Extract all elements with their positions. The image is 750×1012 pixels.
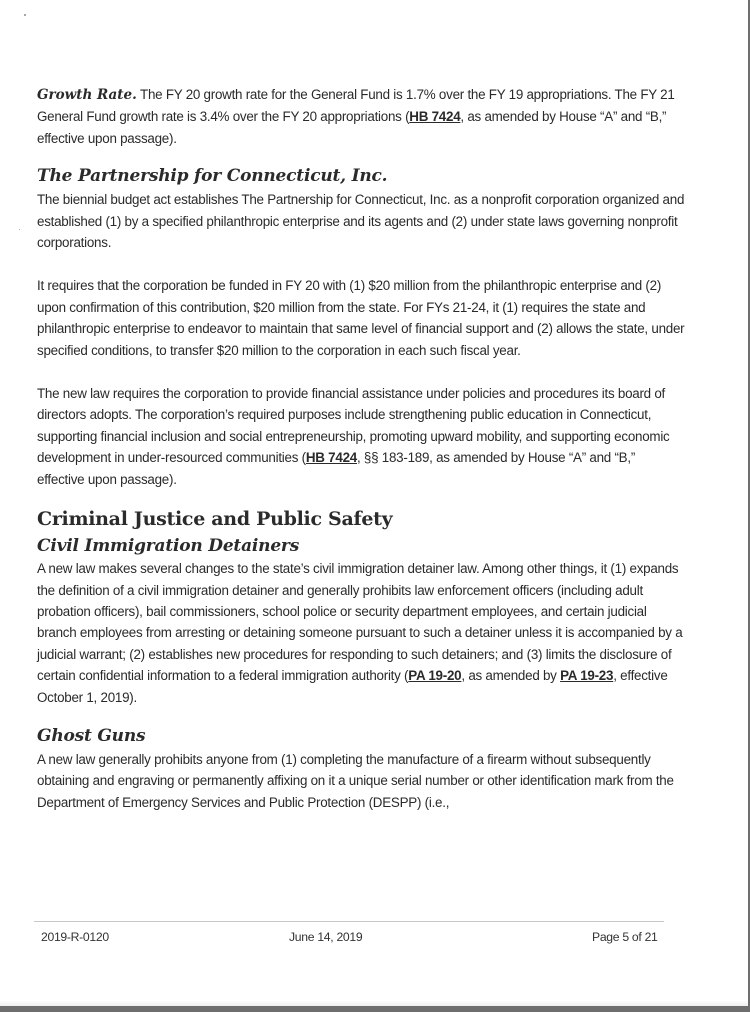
detainers-text: A new law makes several changes to the state’s civil immigration detainer law. Among other things, it (1) expands the definition of a civil immigration detainer and generally prohibits law enforcement officers (including adult probation officers), bail commissioners, school police or security department employees, and certain judicial branch employees from arresting or detaining someone pursuant to such a detainer unless it is accompanied by a judicial warrant; (2) establishes new procedures for responding to such detainers; and (3) limits the disclosure of certain confidential information to a federal immigration authority ( — [37, 561, 683, 684]
partnership-paragraph-3-text: The new law requires the corporation to provide financial assistance under policies and procedures its board of directors adopts. The corporation’s required purposes include strengthening public education in Connecticut, supporting financial inclusion and social entrepreneurship, promoting upward mobility, and supporting economic development in under-resourced communities ( — [37, 386, 670, 466]
hb-7424-link[interactable]: HB 7424 — [305, 450, 357, 466]
partnership-paragraph-2: It requires that the corporation be funded in FY 20 with (1) $20 million from the philanthropic enterprise and (2) upon confirmation of this contribution, $20 million from the state. For FYs 21-24, it (1) requires the state and philanthropic enterprise to endeavor to maintain that same level of financial support and (2) allows the state, under specified conditions, to transfer $20 million to the corporation in each such fiscal year. — [37, 278, 685, 358]
detainers-text-middle: , as amended by — [461, 668, 561, 684]
ghost-guns-heading: Ghost Guns — [37, 725, 146, 746]
detainers-paragraph — [37, 558, 685, 708]
page-content — [37, 84, 685, 813]
detainers-text-end: , effective October 1, 2019). — [37, 668, 668, 705]
scan-speck — [19, 229, 20, 230]
footer-divider — [34, 921, 664, 922]
growth-rate-text-end: , as amended by House “A” and “B,” effective upon passage). — [37, 109, 667, 146]
scan-speck — [24, 14, 26, 16]
ghost-guns-paragraph: A new law generally prohibits anyone from (1) completing the manufacture of a firearm without subsequently obtaining and engraving or permanently affixing on it a unique serial number or other identification mark from the Department of Emergency Services and Public Protection (DESPP) (i.e., — [37, 751, 674, 810]
pa-19-23-link[interactable]: PA 19-23 — [560, 668, 614, 684]
pa-19-20-link[interactable]: PA 19-20 — [408, 668, 462, 684]
growth-rate-run-in-heading: Growth Rate. — [37, 87, 137, 103]
footer-page-number: Page 5 of 21 — [592, 930, 658, 944]
growth-rate-text: The FY 20 growth rate for the General Fund is 1.7% over the FY 19 appropriations. The FY 21 General Fund growth rate is 3.4% over the FY 20 appropriations ( — [37, 87, 675, 125]
hb-7424-link[interactable]: HB 7424 — [409, 109, 461, 125]
partnership-heading: The Partnership for Connecticut, Inc. — [37, 166, 388, 187]
footer-date: June 14, 2019 — [289, 930, 363, 944]
detainers-heading: Civil Immigration Detainers — [37, 536, 300, 557]
footer-report-number: 2019-R-0120 — [41, 930, 109, 944]
partnership-paragraph-1: The biennial budget act establishes The Partnership for Connecticut, Inc. as a nonprofit corporation organized and established (1) by a specified philanthropic enterprise and its agents and (2) under state laws governing nonprofit corporations. — [37, 192, 685, 251]
criminal-justice-section-heading: Criminal Justice and Public Safety — [37, 508, 393, 531]
partnership-paragraph-3-text-end: , §§ 183-189, as amended by House “A” and “B,” effective upon passage). — [37, 450, 636, 487]
partnership-paragraph-3 — [37, 383, 685, 490]
scan-shadow — [0, 1000, 748, 1006]
growth-rate-paragraph — [37, 84, 685, 149]
